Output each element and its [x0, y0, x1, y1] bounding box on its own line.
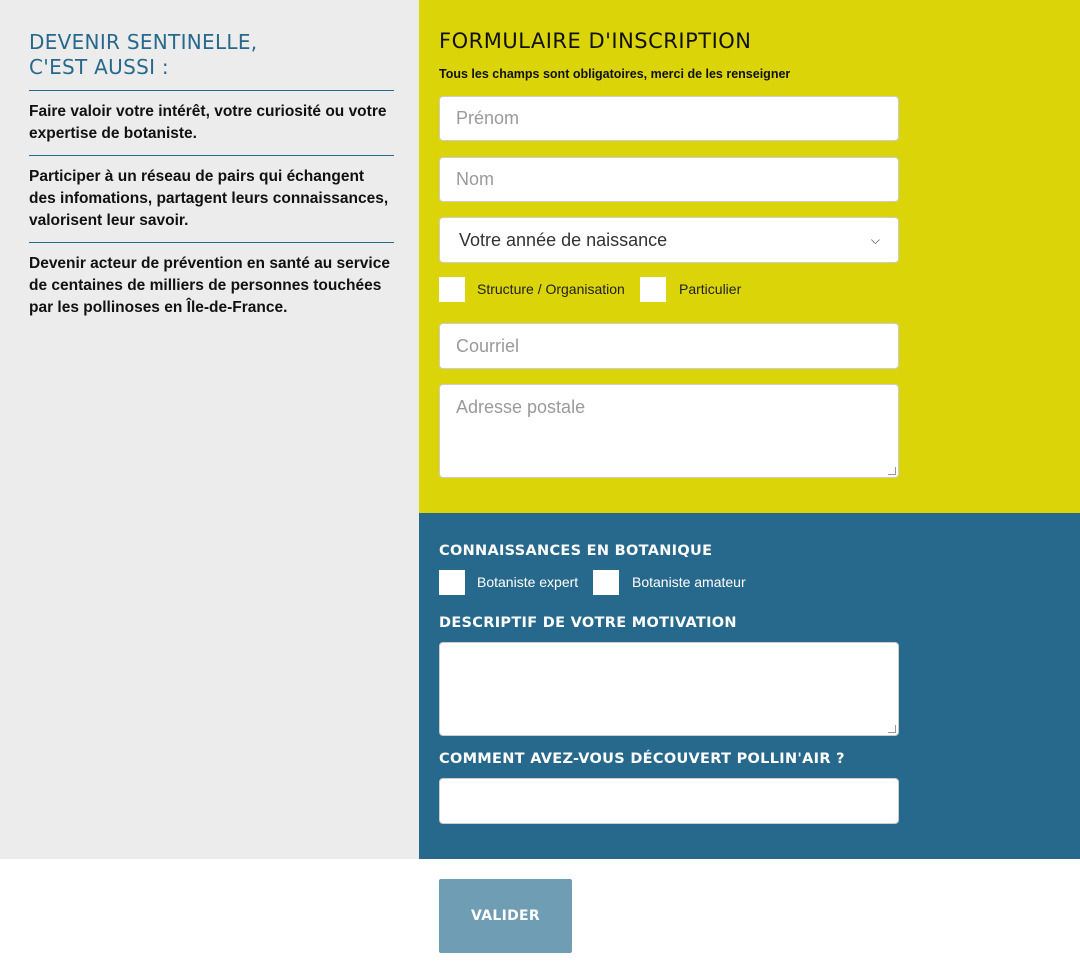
left-panel-title — [29, 30, 399, 80]
lastname-input[interactable] — [439, 157, 899, 202]
birth-year-selected: Votre année de naissance — [459, 229, 668, 250]
firstname-input[interactable] — [439, 96, 899, 141]
form-subtitle: Tous les champs sont obligatoires, merci de les renseigner — [439, 67, 791, 81]
structure-checkbox[interactable] — [439, 277, 465, 302]
particulier-checkbox[interactable] — [640, 277, 666, 302]
resize-handle-icon[interactable] — [888, 467, 896, 475]
form-title: FORMULAIRE D'INSCRIPTION — [439, 29, 752, 53]
botanist-amateur-checkbox[interactable] — [593, 570, 619, 595]
address-placeholder: Adresse postale — [456, 397, 586, 417]
submit-button[interactable]: VALIDER — [439, 879, 572, 953]
address-textarea[interactable] — [439, 384, 899, 478]
discovery-section-label: COMMENT AVEZ-VOUS DÉCOUVERT POLLIN'AIR ? — [439, 751, 845, 767]
benefit-item: Participer à un réseau de pairs qui échangent des infomations, partagent leurs connaissances, valorisent leur savoir. — [29, 155, 394, 232]
chevron-down-icon: ⌵ — [870, 232, 880, 247]
botanist-expert-label: Botaniste expert — [477, 574, 579, 590]
botanist-expert-checkbox[interactable] — [439, 570, 465, 595]
benefit-item: Faire valoir votre intérêt, votre curiosité ou votre expertise de botaniste. — [29, 90, 394, 145]
left-title-line-2: C'EST AUSSI : — [29, 55, 169, 79]
lastname-placeholder: Nom — [456, 169, 495, 189]
benefit-item: Devenir acteur de prévention en santé au service de centaines de milliers de personnes touchées par les pollinoses en Île-de-France. — [29, 242, 394, 319]
botanist-amateur-label: Botaniste amateur — [632, 574, 746, 590]
motivation-section-label: DESCRIPTIF DE VOTRE MOTIVATION — [439, 615, 737, 631]
motivation-textarea[interactable] — [439, 642, 899, 736]
botany-section-label: CONNAISSANCES EN BOTANIQUE — [439, 543, 713, 559]
email-placeholder: Courriel — [456, 335, 520, 356]
particulier-label: Particulier — [679, 281, 742, 297]
discovery-input[interactable] — [439, 778, 899, 824]
birth-year-select[interactable] — [439, 217, 899, 263]
firstname-placeholder: Prénom — [456, 108, 520, 128]
left-title-line-1: DEVENIR SENTINELLE, — [29, 30, 258, 54]
email-input[interactable] — [439, 323, 899, 369]
resize-handle-icon[interactable] — [888, 725, 896, 733]
structure-label: Structure / Organisation — [477, 281, 625, 297]
